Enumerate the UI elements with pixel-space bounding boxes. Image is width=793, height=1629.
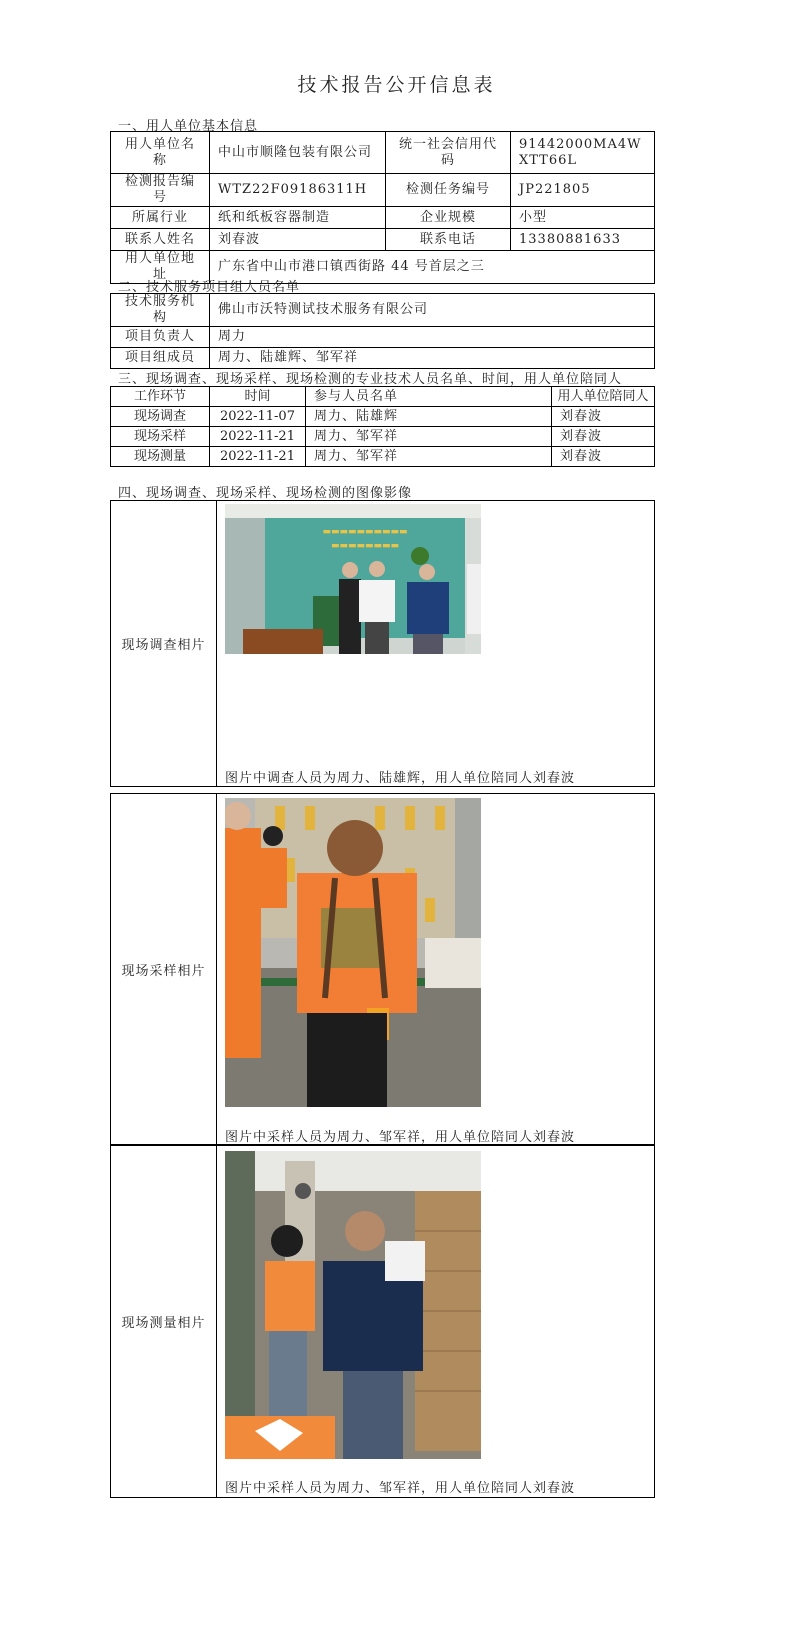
table-row (111, 427, 655, 447)
table-row (111, 294, 655, 327)
section3-heading: 三、现场调查、现场采样、现场检测的专业技术人员名单、时间，用人单位陪同人 (118, 372, 623, 387)
cell-value: 刘春波 (210, 229, 386, 251)
table-row (111, 348, 655, 369)
svg-text:▬▬▬▬▬▬▬▬▬▬: ▬▬▬▬▬▬▬▬▬▬ (322, 527, 408, 537)
cell-label: 项目组成员 (111, 348, 210, 369)
cell-label: 企业规模 (386, 207, 511, 229)
column-header: 时间 (210, 387, 306, 407)
cell-value: 91442000MA4WXTT66L (511, 132, 655, 174)
cell-value: 刘春波 (552, 427, 655, 447)
cell-value: 纸和纸板容器制造 (210, 207, 386, 229)
cell-value: 周力、邹军祥 (306, 427, 552, 447)
cell-value: 2022-11-07 (210, 407, 306, 427)
cell-label: 检测报告编号 (111, 174, 210, 207)
photo-label: 现场调查相片 (111, 501, 217, 786)
photo-block-sampling (110, 793, 655, 1146)
photo-caption: 图片中采样人员为周力、邹军祥，用人单位陪同人刘春波 (225, 1481, 576, 1496)
table-row (111, 407, 655, 427)
section2-heading: 二、技术服务项目组人员名单 (118, 280, 301, 295)
column-header: 参与人员名单 (306, 387, 552, 407)
cell-value: 刘春波 (552, 407, 655, 427)
cell-value: 现场调查 (111, 407, 210, 427)
cell-value: WTZ22F09186311H (210, 174, 386, 207)
cell-label: 用人单位地址 (111, 251, 210, 284)
cell-value: 现场测量 (111, 447, 210, 467)
cell-value: 佛山市沃特测试技术服务有限公司 (210, 294, 655, 327)
cell-label: 联系人姓名 (111, 229, 210, 251)
photo-block-measurement (110, 1144, 655, 1498)
page-title: 技术报告公开信息表 (297, 74, 496, 96)
table-row (111, 327, 655, 348)
cell-label: 所属行业 (111, 207, 210, 229)
table-row (111, 132, 655, 174)
cell-label: 统一社会信用代码 (386, 132, 511, 174)
cell-value: 2022-11-21 (210, 427, 306, 447)
table-row (111, 207, 655, 229)
section1-heading: 一、用人单位基本信息 (118, 119, 259, 134)
cell-value: 周力、邹军祥 (306, 447, 552, 467)
photo-block-survey (110, 500, 655, 787)
cell-value: 现场采样 (111, 427, 210, 447)
cell-value: 周力、陆雄辉、邹军祥 (210, 348, 655, 369)
table-row (111, 174, 655, 207)
cell-value: 周力 (210, 327, 655, 348)
cell-label: 项目负责人 (111, 327, 210, 348)
cell-value: 2022-11-21 (210, 447, 306, 467)
photo-label: 现场测量相片 (111, 1145, 217, 1497)
cell-value: 13380881633 (511, 229, 655, 251)
photo-caption: 图片中调查人员为周力、陆雄辉，用人单位陪同人刘春波 (225, 771, 576, 786)
table-header-row (111, 387, 655, 407)
basic-info-table (110, 131, 655, 284)
cell-label: 联系电话 (386, 229, 511, 251)
table-row (111, 229, 655, 251)
team-table (110, 293, 655, 369)
cell-value: 广东省中山市港口镇西街路 44 号首层之三 (210, 251, 655, 284)
column-header: 工作环节 (111, 387, 210, 407)
svg-text:▬▬▬▬▬▬▬▬: ▬▬▬▬▬▬▬▬ (330, 541, 400, 551)
cell-value: JP221805 (511, 174, 655, 207)
cell-label: 技术服务机构 (111, 294, 210, 327)
cell-value: 中山市顺隆包装有限公司 (210, 132, 386, 174)
measurement-photo (225, 1151, 481, 1459)
column-header: 用人单位陪同人 (552, 387, 655, 407)
table-row (111, 447, 655, 467)
cell-value: 小型 (511, 207, 655, 229)
section4-heading: 四、现场调查、现场采样、现场检测的图像影像 (118, 486, 413, 501)
photo-caption: 图片中采样人员为周力、邹军祥，用人单位陪同人刘春波 (225, 1130, 576, 1145)
cell-label: 用人单位名称 (111, 132, 210, 174)
schedule-table (110, 386, 655, 467)
sampling-photo (225, 798, 481, 1107)
cell-label: 检测任务编号 (386, 174, 511, 207)
photo-label: 现场采样相片 (111, 794, 217, 1145)
cell-value: 周力、陆雄辉 (306, 407, 552, 427)
survey-photo (225, 504, 481, 654)
cell-value: 刘春波 (552, 447, 655, 467)
